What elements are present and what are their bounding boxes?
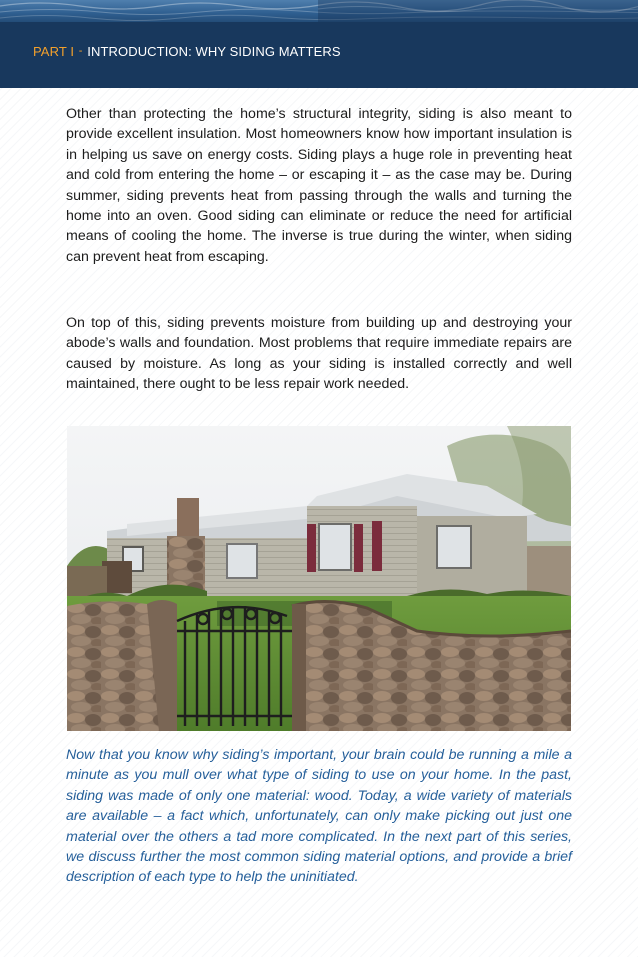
header-separator: - — [78, 45, 83, 57]
body-paragraph-1-wrap — [66, 104, 572, 267]
body-paragraph-2-wrap — [66, 313, 572, 395]
part-label: PART I — [33, 44, 75, 59]
house-photo — [67, 426, 571, 731]
section-header — [33, 44, 341, 59]
body-paragraph-moisture: On top of this, siding prevents moisture from building up and destroying your abode’s walls and foundation. Most problems that require immediate repairs are caused by moisture. As long as your siding is installed correctly and well maintained, there ought to be less repair work needed. — [66, 315, 572, 393]
section-title: INTRODUCTION: WHY SIDING MATTERS — [87, 44, 341, 59]
header-wave-decoration — [0, 0, 638, 22]
body-paragraph-insulation: Other than protecting the home’s structural integrity, siding is also meant to provide excellent insulation. Most homeowners know how important insulation is in helping us save on energy costs. Siding plays a huge role in preventing heat and cold from entering the home – or escaping it – as the case may be. During summer, siding prevents heat from passing through the walls and turning the home into an oven. Good siding can eliminate or reduce the need for artificial means of cooling the home. The inverse is true during the winter, when siding can prevent heat from escaping. — [66, 106, 572, 265]
closing-italic-paragraph: Now that you know why siding’s important, your brain could be running a mile a minute as you mull over what type of siding to use on your home. In the past, siding was made of only one material: wood. Today, a wide variety of materials are available – a fact which, unfortunately, can only make picking out just one material over the others a tad more complicated. In the next part of this series, we discuss further the most common siding material options, and provide a brief description of each type to help the uninitiated. — [66, 747, 572, 886]
